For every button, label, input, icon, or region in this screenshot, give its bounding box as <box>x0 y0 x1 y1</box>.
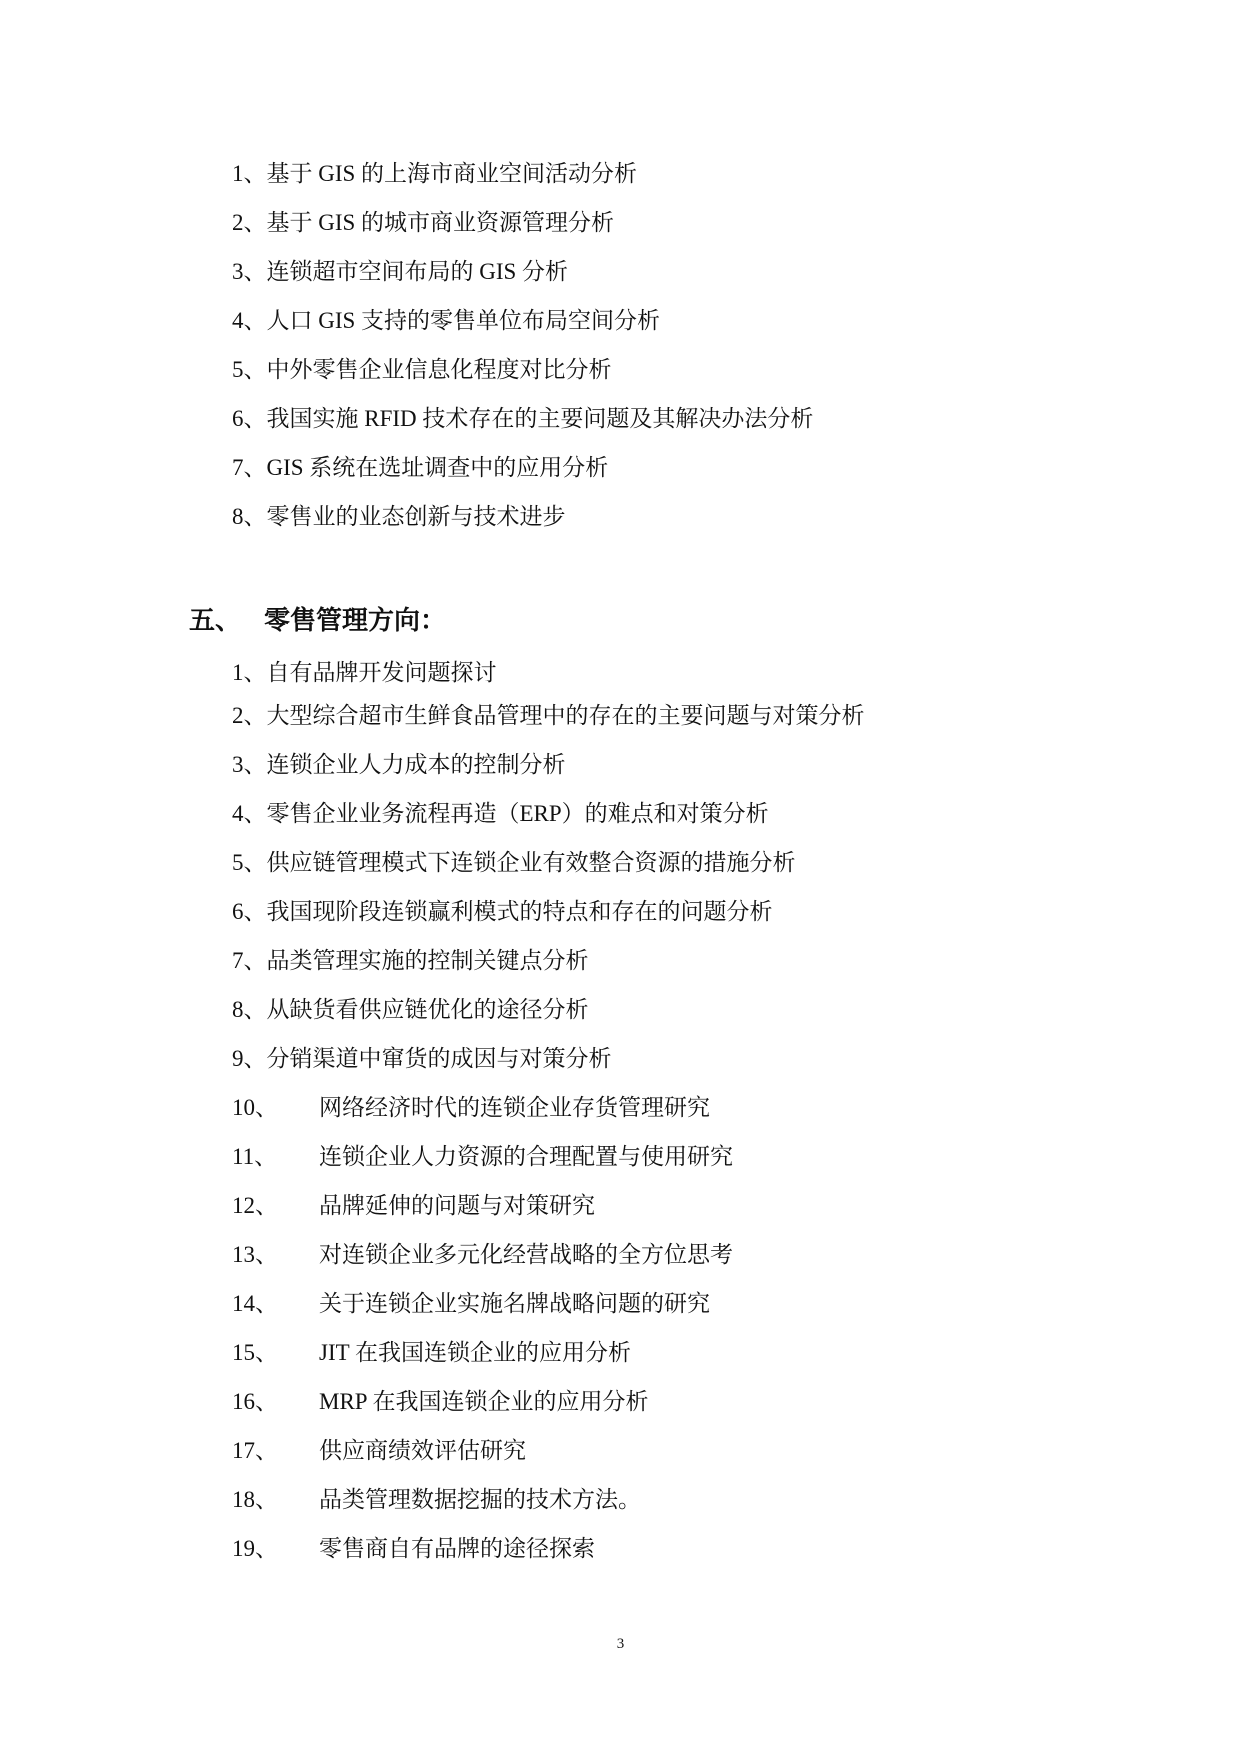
list-item <box>232 1237 865 1286</box>
item-text: MRP 在我国连锁企业的应用分析 <box>319 1389 649 1414</box>
list-item: 5、中外零售企业信息化程度对比分析 <box>232 357 612 382</box>
item-number: 12、 <box>232 1193 278 1218</box>
list-item: 8、从缺货看供应链优化的途径分析 <box>232 997 589 1022</box>
list-item <box>232 1433 865 1482</box>
item-text: 品牌延伸的问题与对策研究 <box>319 1193 595 1218</box>
section-title: 零售管理方向： <box>264 606 447 636</box>
list-item: 7、品类管理实施的控制关键点分析 <box>232 948 589 973</box>
section-heading <box>189 601 446 641</box>
item-text: 关于连锁企业实施名牌战略问题的研究 <box>319 1291 710 1316</box>
list-item: 4、人口 GIS 支持的零售单位布局空间分析 <box>232 308 661 333</box>
topic-list-technology <box>232 156 813 548</box>
list-item: 9、分销渠道中窜货的成因与对策分析 <box>232 1046 612 1071</box>
item-text: 零售商自有品牌的途径探索 <box>319 1536 595 1561</box>
list-item: 2、大型综合超市生鲜食品管理中的存在的主要问题与对策分析 <box>232 703 865 728</box>
page-number: 3 <box>616 1636 625 1652</box>
item-text: 品类管理数据挖掘的技术方法。 <box>319 1487 641 1512</box>
item-text: JIT 在我国连锁企业的应用分析 <box>319 1340 631 1365</box>
item-number: 19、 <box>232 1536 278 1561</box>
item-text: 供应商绩效评估研究 <box>319 1438 526 1463</box>
list-item: 3、连锁超市空间布局的 GIS 分析 <box>232 259 569 284</box>
topic-list-retail-management <box>232 655 865 1580</box>
list-item <box>232 1384 865 1433</box>
list-item: 8、零售业的业态创新与技术进步 <box>232 504 566 529</box>
item-number: 13、 <box>232 1242 278 1267</box>
list-item: 1、基于 GIS 的上海市商业空间活动分析 <box>232 161 638 186</box>
list-item <box>232 1286 865 1335</box>
item-number: 16、 <box>232 1389 278 1414</box>
item-number: 11、 <box>232 1144 278 1169</box>
list-item <box>232 1188 865 1237</box>
list-item <box>232 1090 865 1139</box>
list-item: 6、我国实施 RFID 技术存在的主要问题及其解决办法分析 <box>232 406 814 431</box>
item-number: 15、 <box>232 1340 278 1365</box>
item-number: 18、 <box>232 1487 278 1512</box>
list-item: 1、自有品牌开发问题探讨 <box>232 660 497 685</box>
list-item <box>232 1482 865 1531</box>
list-item: 6、我国现阶段连锁赢利模式的特点和存在的问题分析 <box>232 899 773 924</box>
item-text: 对连锁企业多元化经营战略的全方位思考 <box>319 1242 733 1267</box>
item-text: 连锁企业人力资源的合理配置与使用研究 <box>319 1144 733 1169</box>
section-number: 五、 <box>189 606 242 636</box>
item-number: 14、 <box>232 1291 278 1316</box>
list-item: 4、零售企业业务流程再造（ERP）的难点和对策分析 <box>232 801 769 826</box>
list-item: 2、基于 GIS 的城市商业资源管理分析 <box>232 210 615 235</box>
list-item: 7、GIS 系统在选址调查中的应用分析 <box>232 455 609 480</box>
item-number: 17、 <box>232 1438 278 1463</box>
item-text: 网络经济时代的连锁企业存货管理研究 <box>319 1095 710 1120</box>
list-item <box>232 1139 865 1188</box>
list-item <box>232 1531 865 1580</box>
list-item: 5、供应链管理模式下连锁企业有效整合资源的措施分析 <box>232 850 796 875</box>
list-item: 3、连锁企业人力成本的控制分析 <box>232 752 566 777</box>
list-item <box>232 1335 865 1384</box>
item-number: 10、 <box>232 1095 278 1120</box>
